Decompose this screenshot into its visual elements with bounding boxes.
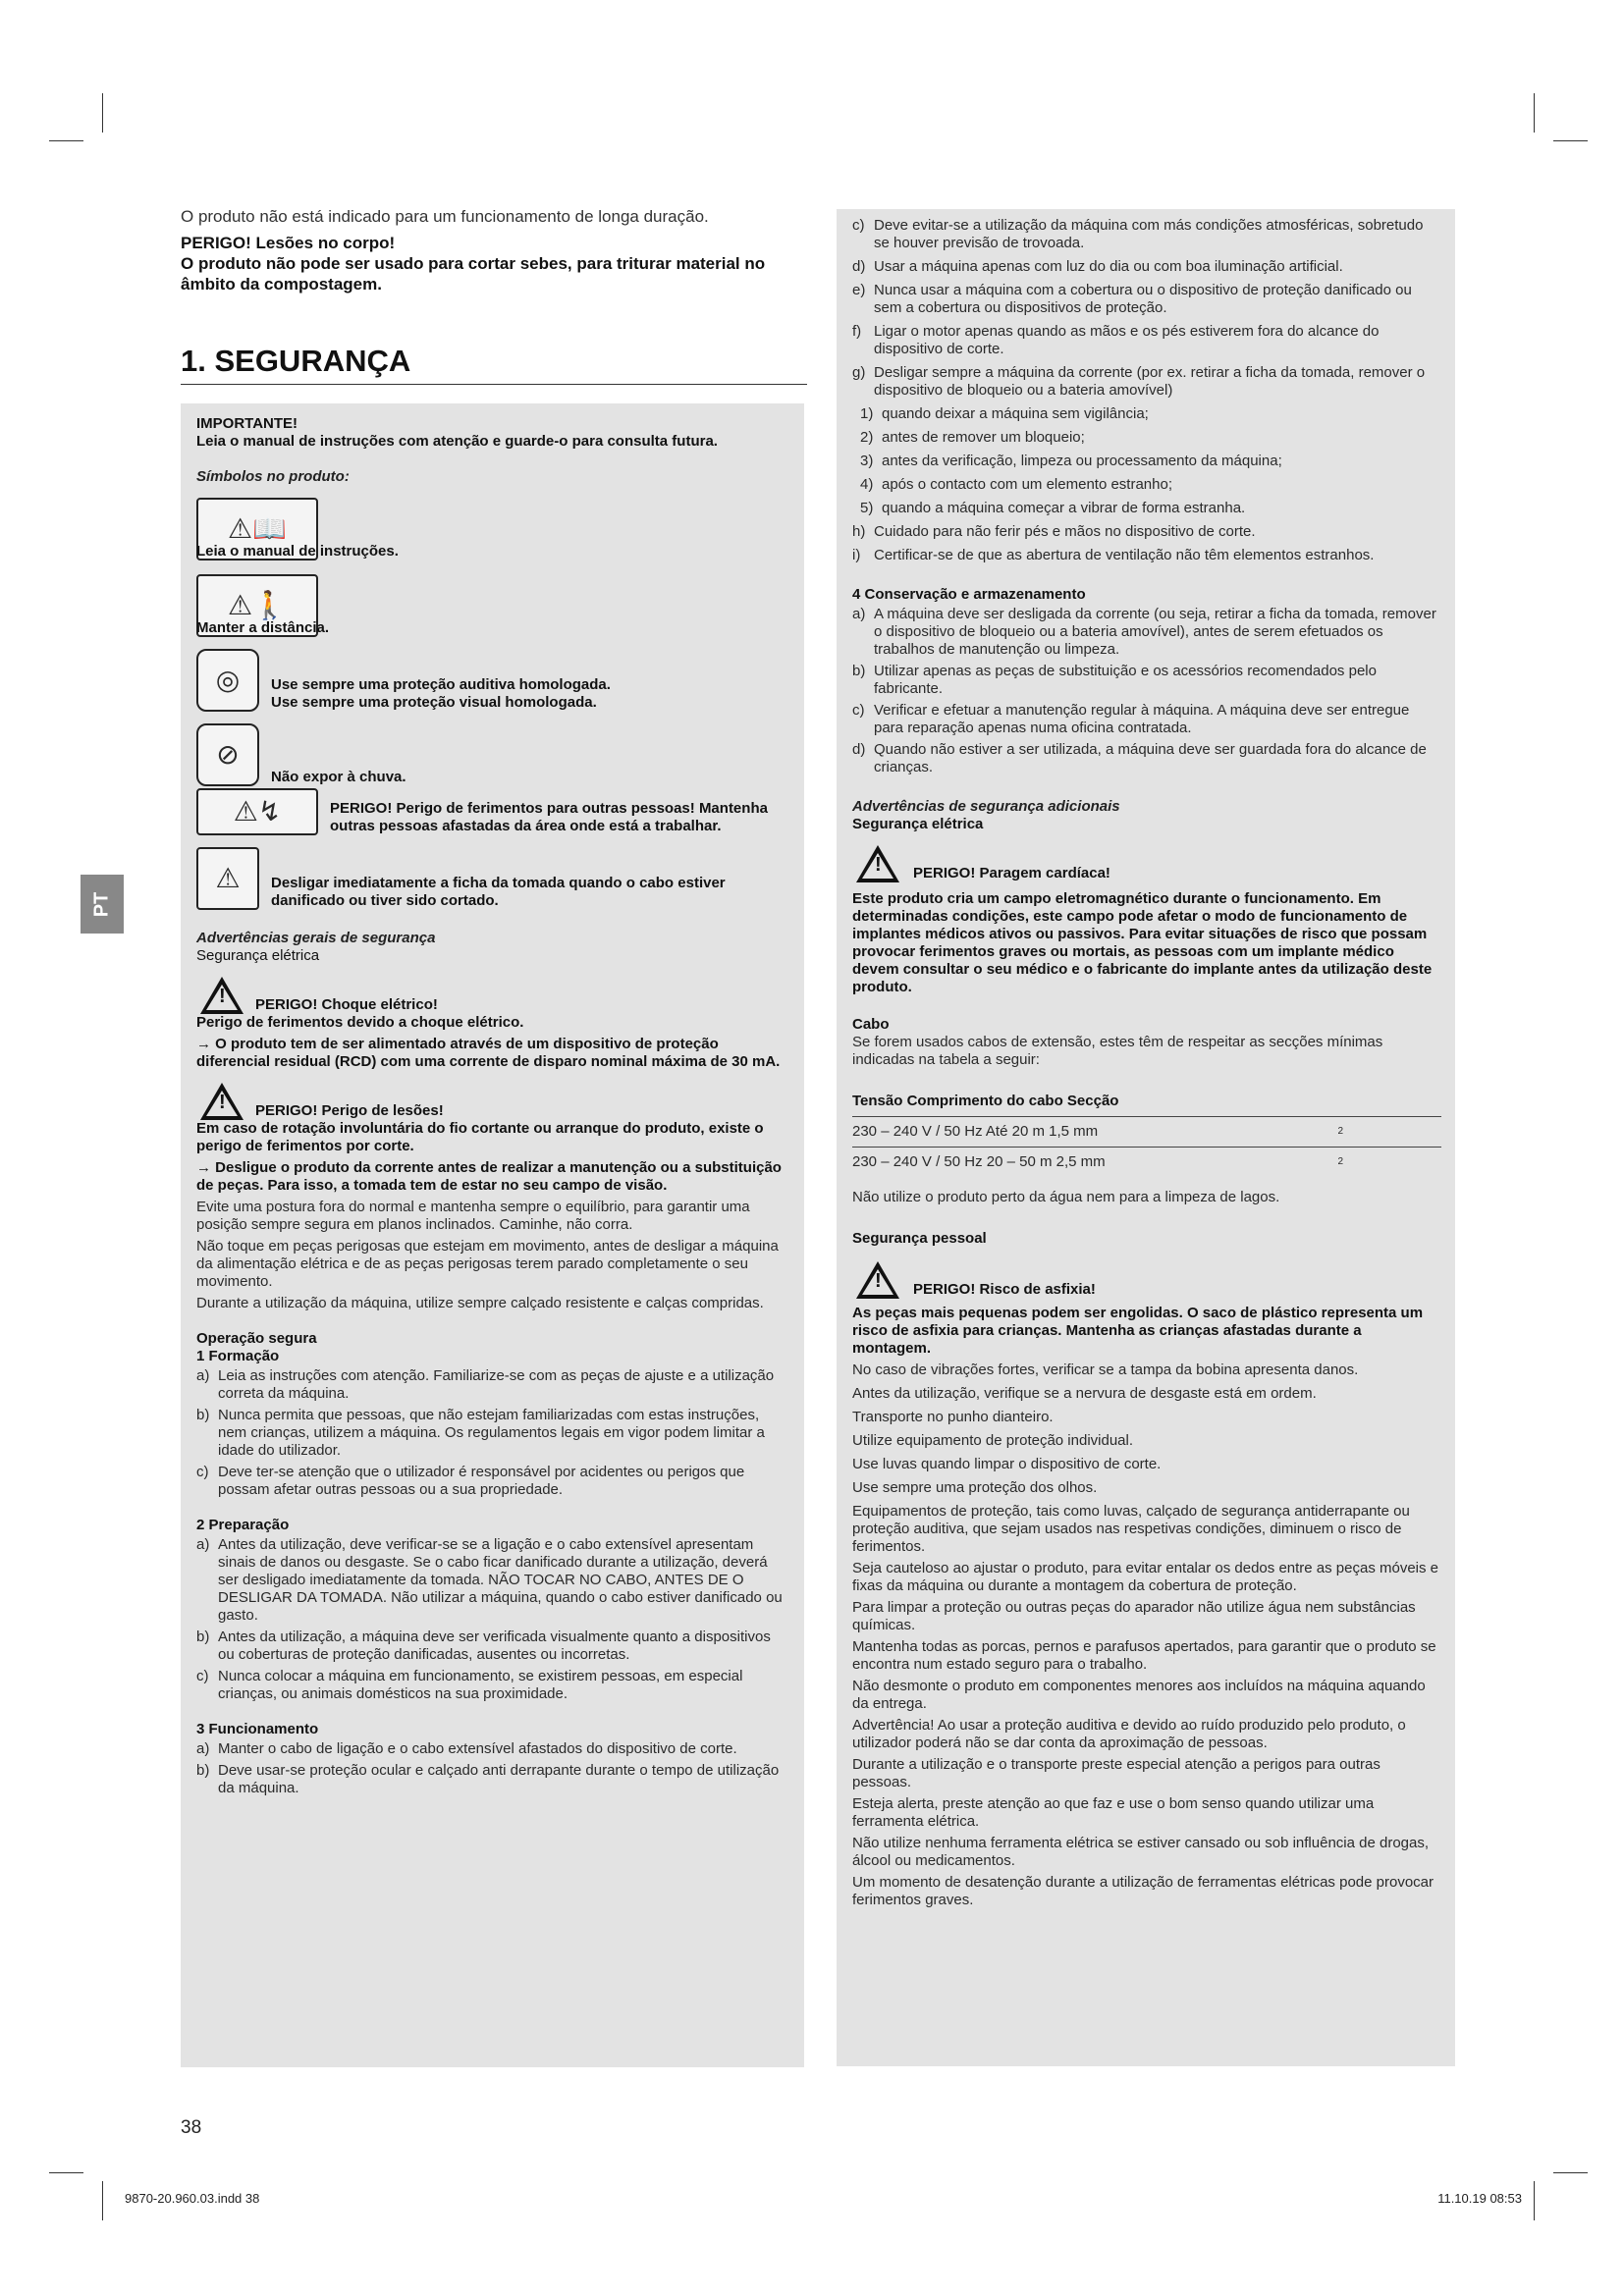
page-number: 38 (181, 2117, 202, 2138)
paragraph: Não utilize nenhuma ferramenta elétrica se estiver cansado ou sob influência de drogas, álcool ou medicamentos. (852, 1835, 1430, 1869)
warning-icon: ! (856, 1261, 899, 1299)
paragraph: Para limpar a proteção ou outras peças do aparador não utilize água nem substâncias químicas. (852, 1599, 1416, 1633)
language-tab: PT (81, 875, 124, 934)
shock-item: → O produto tem de ser alimentado através de um dispositivo de proteção diferencial residual (RCD) com uma corrente de disparo nominal máxima de 30 mA. (196, 1036, 781, 1070)
paragraph: Utilize equipamento de proteção individual. (852, 1432, 1134, 1449)
paragraph: Transporte no punho dianteiro. (852, 1409, 1054, 1425)
intro-block (181, 206, 809, 294)
asphyx-warning: ! PERIGO! Risco de asfixia! (852, 1261, 1441, 1299)
table-row: 230 – 240 V / 50 Hz 20 – 50 m 2,5 mm 2 (852, 1153, 1343, 1170)
paragraph: No caso de vibrações fortes, verificar se a tampa da bobina apresenta danos. (852, 1362, 1359, 1378)
cable-heading: Cabo (852, 1016, 890, 1033)
list-item: b) Utilizar apenas as peças de substituição e os acessórios recomendados pelo fabricante. (852, 663, 1377, 697)
intro-line: O produto não está indicado para um funcionamento de longa duração. (181, 207, 709, 226)
list-item: c) Nunca colocar a máquina em funcionamento, se existirem pessoas, em especial crianças, ou animais domésticos na sua proximidade. (196, 1668, 743, 1702)
list-item: a) Manter o cabo de ligação e o cabo extensível afastados do dispositivo de corte. (196, 1740, 737, 1757)
general-heading: Advertências gerais de segurança (196, 930, 436, 946)
symbol-text: PERIGO! Perigo de ferimentos para outras pessoas! Mantenha outras pessoas afastadas da área onde está a trabalhar. (330, 800, 768, 834)
paragraph: Equipamentos de proteção, tais como luvas, calçado de segurança antiderrapante ou proteção auditiva, que sejam usados nas respetivas condições, diminuem o risco de ferimentos. (852, 1503, 1410, 1555)
crop-mark (49, 2172, 83, 2173)
paragraph: Mantenha todas as porcas, pernos e parafusos apertados, para garantir que o produto se encontra num estado seguro para o trabalho. (852, 1638, 1436, 1673)
symbol-row (196, 498, 790, 561)
list-item: 5) quando a máquina começar a vibrar de forma estranha. (860, 500, 1246, 516)
crop-mark (102, 93, 103, 133)
list-item: 4) após o contacto com um elemento estranho; (860, 476, 1173, 493)
cardiac-warning: ! PERIGO! Paragem cardíaca! (852, 845, 1441, 882)
list-item: a) Antes da utilização, deve verificar-se se a ligação e o cabo extensível apresentam sinais de danos ou desgaste. Se o cabo ficar danificado durante a utilização, deverá ser desligado imediatamente da tomada. NÃO TOCAR NO CABO, ANTES DE O DESLIGAR DA TOMADA. Não utilizar a máquina, quando o cabo estiver danificado ou gasto. (196, 1536, 783, 1624)
symbols-heading: Símbolos no produto: (196, 468, 350, 485)
symbol-text: Use sempre uma proteção auditiva homologada. Use sempre uma proteção visual homologada. (271, 676, 611, 711)
distance-icon: ⚠🚶 (196, 574, 318, 637)
safe-op-heading: Operação segura (196, 1330, 317, 1347)
injury-warning: ! PERIGO! Perigo de lesões! (196, 1083, 790, 1120)
projectile-icon: ⚠↯ (196, 788, 318, 835)
paragraph: Antes da utilização, verifique se a nervura de desgaste está em ordem. (852, 1385, 1317, 1402)
list-item: 2) antes de remover um bloqueio; (860, 429, 1085, 446)
footer-date: 11.10.19 08:53 (1437, 2191, 1522, 2206)
paragraph: Evite uma postura fora do normal e mantenha sempre o equilíbrio, para garantir uma posição sempre segura em planos inclinados. Caminhe, não corra. (196, 1199, 750, 1233)
manual-icon: ⚠📖 (196, 498, 318, 561)
elec-heading: Segurança elétrica (196, 947, 320, 964)
list-item: g) Desligar sempre a máquina da corrente (por ex. retirar a ficha da tomada, remover o dispositivo de bloqueio ou a bateria amovível) (852, 364, 1426, 399)
table-header: Tensão Comprimento do cabo Secção (852, 1087, 1441, 1117)
paragraph: Um momento de desatenção durante a utilização de ferramentas elétricas pode provocar ferimentos graves. (852, 1874, 1434, 1908)
warning-icon: ! (200, 1083, 244, 1120)
list-item: b) Nunca permita que pessoas, que não estejam familiarizadas com estas instruções, nem crianças, utilizem a máquina. Os regulamentos legais em vigor podem limitar a idade do utilizador. (196, 1407, 765, 1459)
symbol-row (196, 847, 790, 910)
symbol-row (196, 723, 790, 786)
no-rain-icon: ⊘ (196, 723, 259, 786)
training-heading: 1 Formação (196, 1348, 280, 1364)
section-title: 1. SEGURANÇA (181, 344, 411, 378)
symbol-text: Manter a distância. (196, 619, 330, 636)
op-heading: 3 Funcionamento (196, 1721, 319, 1737)
footer-file: 9870-20.960.03.indd 38 (125, 2191, 260, 2206)
list-item: h) Cuidado para não ferir pés e mãos no dispositivo de corte. (852, 523, 1256, 540)
personal-heading: Segurança pessoal (852, 1230, 987, 1247)
list-item: e) Nunca usar a máquina com a cobertura ou o dispositivo de proteção danificado ou sem a cobertura ou dispositivos de proteção. (852, 282, 1412, 316)
list-item: c) Deve ter-se atenção que o utilizador é responsável por acidentes ou perigos que possam afetar outras pessoas ou a sua propriedade. (196, 1464, 745, 1498)
warning-icon: ! (200, 977, 244, 1014)
prep-heading: 2 Preparação (196, 1517, 290, 1533)
paragraph: Use luvas quando limpar o dispositivo de corte. (852, 1456, 1162, 1472)
left-panel (181, 403, 804, 2067)
list-item: b) Antes da utilização, a máquina deve ser verificada visualmente quanto a dispositivos ou coberturas de proteção danificadas, ausentes ou incorretas. (196, 1629, 771, 1663)
right-panel (837, 209, 1455, 2066)
symbol-row (196, 649, 790, 712)
paragraph: Use sempre uma proteção dos olhos. (852, 1479, 1098, 1496)
list-item: a) Leia as instruções com atenção. Familiarize-se com as peças de ajuste e a utilização correta da máquina. (196, 1367, 775, 1402)
list-item: b) Deve usar-se proteção ocular e calçado anti derrapante durante o tempo de utilização da máquina. (196, 1762, 780, 1796)
symbol-text: Não expor à chuva. (271, 769, 406, 785)
paragraph: Não desmonte o produto em componentes menores aos incluídos na máquina aquando da entrega. (852, 1678, 1426, 1712)
paragraph: Esteja alerta, preste atenção ao que faz e use o bom senso quando utilizar uma ferramenta elétrica. (852, 1795, 1375, 1830)
table-row: 230 – 240 V / 50 Hz Até 20 m 1,5 mm 2 (852, 1117, 1441, 1148)
cardiac-text: Este produto cria um campo eletromagnético durante o funcionamento. Em determinadas condições, este campo pode afetar o modo de funcionamento de implantes médicos ativos ou passivos. Para evitar situações de risco que possam provocar ferimentos graves ou mortais, as pessoas com um implante médico devem consultar o seu médico e o fabricante do implante antes da utilização deste produto. (852, 890, 1433, 995)
crop-mark (102, 2181, 103, 2220)
cable-table (852, 1087, 1441, 1177)
cable-text: Se forem usados cabos de extensão, estes têm de respeitar as secções mínimas indicadas na tabela a seguir: (852, 1034, 1383, 1068)
list-item: d) Quando não estiver a ser utilizada, a máquina deve ser guardada fora do alcance de crianças. (852, 741, 1427, 775)
intro-warning-text: O produto não pode ser usado para cortar sebes, para triturar material no âmbito da compostagem. (181, 254, 766, 294)
list-item: f) Ligar o motor apenas quando as mãos e os pés estiverem fora do alcance do dispositivo de corte. (852, 323, 1380, 357)
shock-sub: Perigo de ferimentos devido a choque elétrico. (196, 1014, 524, 1031)
paragraph: Seja cauteloso ao ajustar o produto, para evitar entalar os dedos entre as peças móveis e fixas da máquina ou durante a montagem da cobertura de proteção. (852, 1560, 1439, 1594)
warning-icon: ! (856, 845, 899, 882)
list-item: i) Certificar-se de que as abertura de ventilação não têm elementos estranhos. (852, 547, 1375, 563)
paragraph: Advertência! Ao usar a proteção auditiva e devido ao ruído produzido pelo produto, o utilizador poderá não se dar conta da aproximação de pessoas. (852, 1717, 1406, 1751)
list-item: a) A máquina deve ser desligada da corrente (ou seja, retirar a ficha da tomada, remover o dispositivo de bloqueio ou a bateria amovível), antes de serem efetuados os trabalhos de manutenção ou limpeza. (852, 606, 1436, 658)
injury-item: → Desligue o produto da corrente antes de realizar a manutenção ou a substituição de peças. Para isso, a tomada tem de estar no seu campo de visão. (196, 1159, 782, 1194)
important-title: IMPORTANTE! (196, 415, 298, 432)
injury-text: Em caso de rotação involuntária do fio cortante ou arranque do produto, existe o perigo de ferimentos por corte. (196, 1120, 764, 1154)
paragraph: Durante a utilização da máquina, utilize sempre calçado resistente e calças compridas. (196, 1295, 764, 1311)
symbol-text: Leia o manual de instruções. (196, 543, 399, 560)
crop-mark (1553, 2172, 1588, 2173)
paragraph: Não toque em peças perigosas que estejam em movimento, antes de desligar a máquina da alimentação elétrica e de as peças perigosas terem parado completamente o seu movimento. (196, 1238, 779, 1290)
crop-mark (1534, 2181, 1535, 2220)
symbol-text: Desligar imediatamente a ficha da tomada quando o cabo estiver danificado ou tiver sido cortado. (271, 875, 726, 909)
crop-mark (1553, 140, 1588, 141)
crop-mark (49, 140, 83, 141)
shock-warning: ! PERIGO! Choque elétrico! (196, 977, 790, 1014)
water-text: Não utilize o produto perto da água nem para a limpeza de lagos. (852, 1189, 1280, 1205)
elec-heading-right: Segurança elétrica (852, 816, 984, 832)
list-item: 1) quando deixar a máquina sem vigilância; (860, 405, 1149, 422)
asphyx-text: As peças mais pequenas podem ser engolidas. O saco de plástico representa um risco de asfixia para crianças. Mantenha as crianças afastadas durante a montagem. (852, 1305, 1424, 1357)
symbol-row (196, 574, 790, 637)
list-item: 3) antes da verificação, limpeza ou processamento da máquina; (860, 453, 1282, 469)
important-text: Leia o manual de instruções com atenção e guarde-o para consulta futura. (196, 433, 718, 450)
paragraph: Durante a utilização e o transporte preste especial atenção a perigos para outras pessoas. (852, 1756, 1380, 1790)
add-heading: Advertências de segurança adicionais (852, 798, 1120, 815)
ear-eye-protection-icon: ◎ (196, 649, 259, 712)
crop-mark (1534, 93, 1535, 133)
list-item: c) Verificar e efetuar a manutenção regular à máquina. A máquina deve ser entregue para reparação apenas numa oficina contratada. (852, 702, 1410, 736)
list-item: d) Usar a máquina apenas com luz do dia ou com boa iluminação artificial. (852, 258, 1343, 275)
symbol-row (196, 788, 790, 835)
intro-warning-title: PERIGO! Lesões no corpo! (181, 234, 396, 252)
storage-heading: 4 Conservação e armazenamento (852, 586, 1086, 603)
unplug-icon: ⚠ (196, 847, 259, 910)
list-item: c) Deve evitar-se a utilização da máquina com más condições atmosféricas, sobretudo se houver previsão de trovoada. (852, 217, 1424, 251)
section-rule (181, 384, 807, 385)
